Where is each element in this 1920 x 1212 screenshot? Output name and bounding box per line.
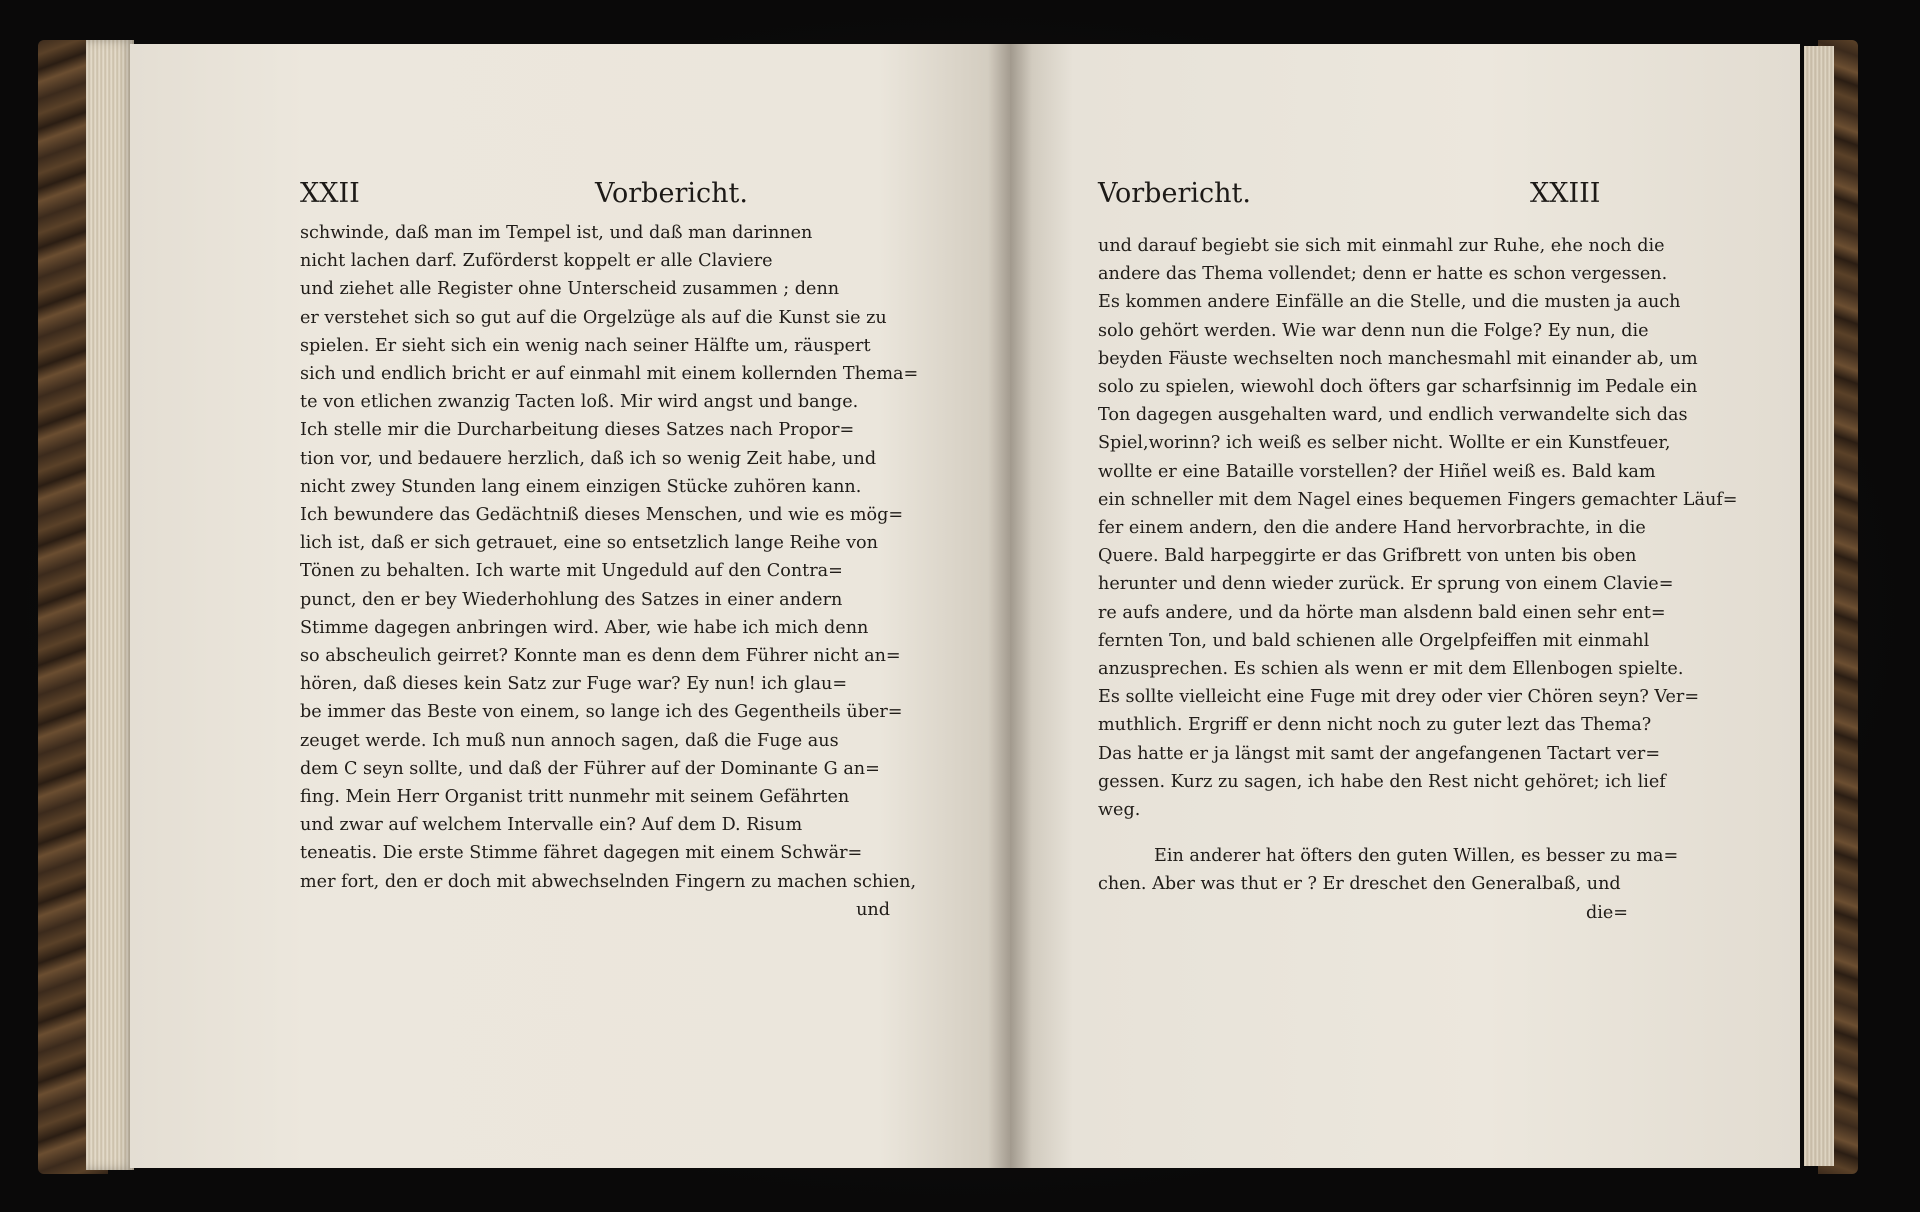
text-line: Quere. Bald harpeggirte er das Grifbrett von unten bis oben (1098, 546, 1637, 567)
text-line: Ich bewundere das Gedächtniß dieses Menschen, und wie es mög= (300, 505, 904, 526)
text-line: lich ist, daß er sich getrauet, eine so entsetzlich lange Reihe von (300, 533, 878, 554)
text-line: solo gehört werden. Wie war denn nun die Folge? Ey nun, die (1098, 320, 1649, 341)
text-line: sich und endlich bricht er auf einmahl mit einem kollernden Thema= (300, 364, 919, 385)
text-line: be immer das Beste von einem, so lange ich des Gegentheils über= (300, 702, 903, 723)
text-line: Spiel,worinn? ich weiß es selber nicht. Wollte er ein Kunstfeuer, (1098, 433, 1671, 454)
right-page-edges (1804, 46, 1834, 1166)
left-running-title: Vorbericht. (595, 178, 748, 209)
text-line: Stimme dagegen anbringen wird. Aber, wie habe ich mich denn (300, 617, 869, 638)
text-line: teneatis. Die erste Stimme fähret dagegen mit einem Schwär= (300, 843, 863, 864)
text-line: fer einem andern, den die andere Hand hervorbrachte, in die (1098, 518, 1646, 539)
text-line: Es kommen andere Einfälle an die Stelle, und die musten ja auch (1098, 292, 1681, 313)
text-line: beyden Fäuste wechselten noch manchesmahl mit einander ab, um (1098, 348, 1698, 369)
text-line: und ziehet alle Register ohne Unterscheid zusammen ; denn (300, 279, 840, 300)
text-line: dem C seyn sollte, und daß der Führer auf der Dominante G an= (300, 758, 880, 779)
left-text-body (300, 219, 919, 924)
text-line: tion vor, und bedauere herzlich, daß ich so wenig Zeit habe, und (300, 448, 877, 469)
text-line: hören, daß dieses kein Satz zur Fuge war? Ey nun! ich glau= (300, 674, 848, 695)
text-line: gessen. Kurz zu sagen, ich habe den Rest nicht gehöret; ich lief (1098, 771, 1666, 792)
text-line: andere das Thema vollendet; denn er hatte es schon vergessen. (1098, 264, 1668, 285)
text-line: Ein anderer hat öfters den guten Willen, es besser zu ma= (1154, 846, 1679, 867)
text-line: nicht zwey Stunden lang einem einzigen Stücke zuhören kann. (300, 476, 862, 497)
text-line: muthlich. Ergriff er denn nicht noch zu guter lezt das Thema? (1098, 715, 1652, 736)
text-line: mer fort, den er doch mit abwechselnden Fingern zu machen schien, (300, 871, 917, 892)
text-line: Es sollte vielleicht eine Fuge mit drey oder vier Chören seyn? Ver= (1098, 687, 1700, 708)
left-page (130, 44, 1010, 1168)
text-line: herunter und denn wieder zurück. Er sprung von einem Clavie= (1098, 574, 1674, 595)
text-line: chen. Aber was thut er ? Er dreschet den Generalbaß, und (1098, 874, 1621, 895)
text-line: fing. Mein Herr Organist tritt nunmehr mit seinem Gefährten (300, 787, 850, 808)
catchword: und (856, 899, 890, 920)
text-line: wollte er eine Bataille vorstellen? der Hiñel weiß es. Bald kam (1098, 461, 1656, 482)
text-line: Ich stelle mir die Durcharbeitung dieses Satzes nach Propor= (300, 420, 855, 441)
right-text-body (1098, 232, 1738, 927)
text-line: nicht lachen darf. Zuförderst koppelt er alle Claviere (300, 251, 773, 272)
left-page-edges (86, 40, 134, 1170)
text-line: spielen. Er sieht sich ein wenig nach seiner Hälfte um, räuspert (300, 335, 871, 356)
text-line: te von etlichen zwanzig Tacten loß. Mir wird angst und bange. (300, 392, 859, 413)
text-line: punct, den er bey Wiederhohlung des Satzes in einer andern (300, 589, 843, 610)
text-line: re aufs andere, und da hörte man alsdenn bald einen sehr ent= (1098, 602, 1666, 623)
text-line: zeuget werde. Ich muß nun annoch sagen, daß die Fuge aus (300, 730, 839, 751)
text-line: und darauf begiebt sie sich mit einmahl zur Ruhe, ehe noch die (1098, 236, 1665, 256)
left-page-number: XXII (300, 178, 360, 209)
text-line: Das hatte er ja längst mit samt der angefangenen Tactart ver= (1098, 743, 1661, 764)
right-page (1010, 44, 1800, 1168)
text-line: solo zu spielen, wiewohl doch öfters gar scharfsinnig im Pedale ein (1098, 377, 1698, 398)
text-line: Ton dagegen ausgehalten ward, und endlich verwandelte sich das (1098, 405, 1688, 426)
text-line: weg. (1098, 800, 1141, 821)
text-line: er verstehet sich so gut auf die Orgelzüge als auf die Kunst sie zu (300, 307, 887, 328)
text-line: fernten Ton, und bald schienen alle Orgelpfeiffen mit einmahl (1098, 630, 1650, 651)
right-page-number: XXIII (1530, 178, 1601, 209)
right-running-title: Vorbericht. (1098, 178, 1251, 209)
text-line: ein schneller mit dem Nagel eines bequemen Fingers gemachter Läuf= (1098, 489, 1738, 510)
catchword: die= (1585, 902, 1628, 923)
text-line: so abscheulich geirret? Konnte man es denn dem Führer nicht an= (300, 646, 901, 667)
paragraph-gap (1098, 824, 1628, 842)
text-line: anzusprechen. Es schien als wenn er mit dem Ellenbogen spielte. (1098, 659, 1684, 680)
open-book (38, 32, 1858, 1182)
text-line: und zwar auf welchem Intervalle ein? Auf dem D. Risum (300, 815, 803, 836)
text-line: schwinde, daß man im Tempel ist, und daß man darinnen (300, 223, 813, 243)
text-line: Tönen zu behalten. Ich warte mit Ungeduld auf den Contra= (300, 561, 843, 582)
